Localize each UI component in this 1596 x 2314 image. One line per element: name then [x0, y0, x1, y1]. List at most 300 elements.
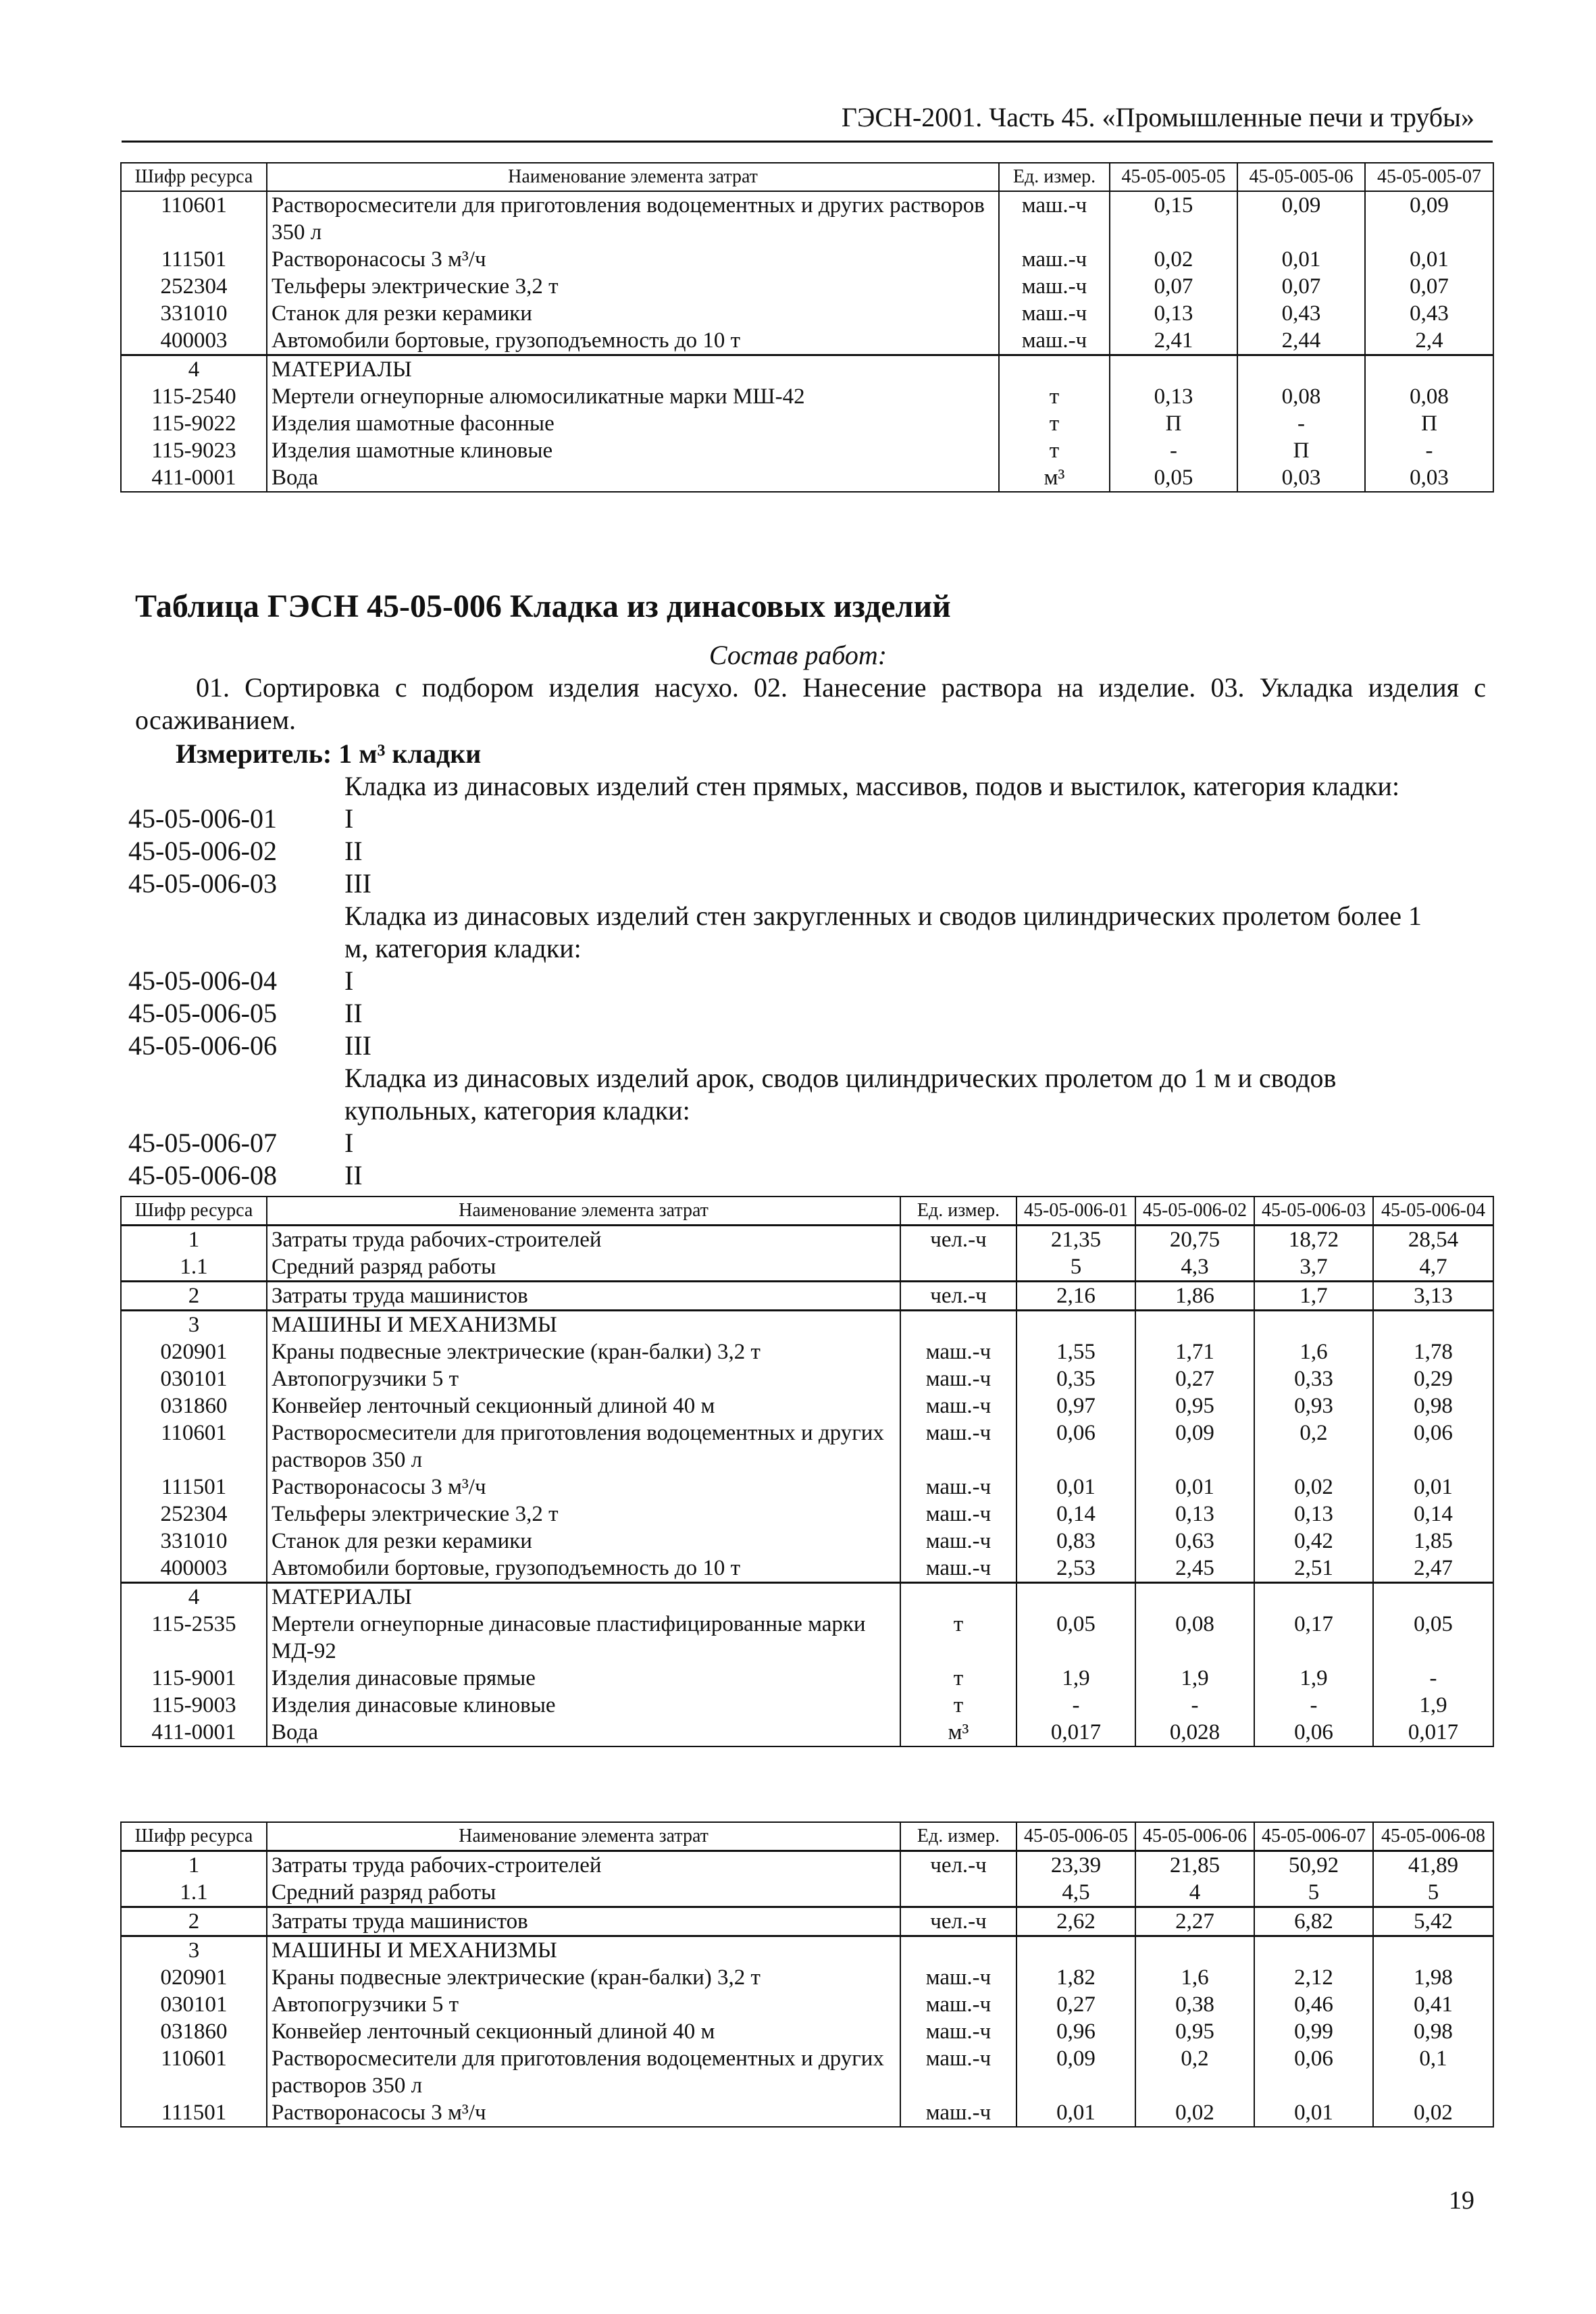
value-cell: [1110, 355, 1237, 384]
work-composition-label: Состав работ:: [709, 640, 887, 670]
resource-name: Растворосмесители для приготовления водоцементных и других растворов 350 л: [267, 2045, 900, 2099]
table-row: [121, 1611, 1493, 1665]
resource-code: 2: [121, 1907, 267, 1936]
col-code-header: Шифр ресурса: [121, 163, 267, 191]
value-cell: 4,3: [1135, 1253, 1254, 1282]
norm-code-line: [128, 997, 363, 1029]
value-cell: 0,08: [1135, 1611, 1254, 1665]
norm-code: 45-05-006-02: [128, 836, 277, 866]
resource-code: 115-9001: [121, 1665, 267, 1692]
value-cell: 1,9: [1254, 1665, 1373, 1692]
value-cell: П: [1237, 437, 1365, 464]
value-cell: 0,95: [1135, 1392, 1254, 1419]
resource-code: 031860: [121, 2018, 267, 2045]
table-row: [121, 1338, 1493, 1365]
value-cell: 0,02: [1373, 2099, 1493, 2127]
value-cell: 0,02: [1254, 1474, 1373, 1501]
table-row: [121, 1692, 1493, 1719]
value-cell: 0,08: [1237, 383, 1365, 410]
value-cell: 50,92: [1254, 1851, 1373, 1880]
resource-code: 411-0001: [121, 1719, 267, 1746]
table-row: [121, 273, 1493, 300]
resource-code: 331010: [121, 1528, 267, 1555]
norm-group-description: Кладка из динасовых изделий арок, сводов цилиндрических пролетом до 1 м и сводов купольных, категория кладки:: [344, 1063, 1337, 1126]
resource-code: 4: [121, 355, 267, 384]
unit-cell: маш.-ч: [900, 1991, 1016, 2018]
resource-name: Краны подвесные электрические (кран-балки) 3,2 т: [267, 1338, 900, 1365]
value-cell: 0,27: [1135, 1365, 1254, 1392]
norm-code-line: [128, 803, 353, 834]
resource-name: Тельферы электрические 3,2 т: [267, 1501, 900, 1528]
value-cell: 4: [1135, 1879, 1254, 1907]
table-row: [121, 1282, 1493, 1311]
value-cell: 1,7: [1254, 1282, 1373, 1311]
resource-code: 331010: [121, 300, 267, 327]
norm-group-description: Кладка из динасовых изделий стен закругленных и сводов цилиндрических пролетом более 1 м, категория кладки:: [344, 901, 1422, 963]
value-cell: 0,07: [1237, 273, 1365, 300]
value-cell: 0,01: [1365, 246, 1493, 273]
value-cell: 0,09: [1016, 2045, 1135, 2099]
resource-code: 1.1: [121, 1253, 267, 1282]
value-cell: 0,09: [1135, 1419, 1254, 1474]
norm-category: I: [344, 965, 354, 996]
table-row: [121, 1226, 1493, 1254]
unit-cell: [900, 1583, 1016, 1611]
value-cell: -: [1365, 437, 1493, 464]
resource-code: 2: [121, 1282, 267, 1311]
table-row: [121, 1964, 1493, 1991]
value-cell: 0,05: [1110, 464, 1237, 492]
value-cell: 0,13: [1254, 1501, 1373, 1528]
resource-name: Изделия шамотные клиновые: [267, 437, 999, 464]
value-cell: 1,82: [1016, 1964, 1135, 1991]
norm-code: 45-05-006-05: [128, 998, 277, 1028]
table-row: [121, 1419, 1493, 1474]
value-cell: -: [1254, 1692, 1373, 1719]
header-rule: [122, 141, 1493, 143]
table-row: [121, 1474, 1493, 1501]
value-cell: П: [1365, 410, 1493, 437]
value-cell: 0,2: [1254, 1419, 1373, 1474]
resource-code: 110601: [121, 1419, 267, 1474]
value-cell: 0,01: [1373, 1474, 1493, 1501]
value-cell: -: [1237, 410, 1365, 437]
table-row: [121, 1501, 1493, 1528]
resource-name: Растворонасосы 3 м³/ч: [267, 1474, 900, 1501]
norm-group-description: Кладка из динасовых изделий стен прямых, массивов, подов и выстилок, категория кладки:: [344, 771, 1400, 801]
table-row: [121, 1879, 1493, 1907]
value-cell: 0,03: [1237, 464, 1365, 492]
unit-cell: чел.-ч: [900, 1282, 1016, 1311]
value-cell: 0,13: [1110, 300, 1237, 327]
col-unit-header: Ед. измер.: [900, 1197, 1016, 1226]
value-cell: 0,98: [1373, 1392, 1493, 1419]
col-name-header: Наименование элемента затрат: [267, 1822, 900, 1851]
value-cell: 2,44: [1237, 327, 1365, 355]
resource-code: 111501: [121, 1474, 267, 1501]
value-cell: 0,98: [1373, 2018, 1493, 2045]
value-cell: 0,13: [1135, 1501, 1254, 1528]
value-cell: 0,93: [1254, 1392, 1373, 1419]
table-title: Таблица ГЭСН 45-05-006 Кладка из динасовых изделий: [135, 588, 951, 624]
value-cell: 1,55: [1016, 1338, 1135, 1365]
value-cell: 41,89: [1373, 1851, 1493, 1880]
unit-cell: чел.-ч: [900, 1226, 1016, 1254]
norm-code-header: 45-05-005-07: [1365, 163, 1493, 191]
value-cell: 0,13: [1110, 383, 1237, 410]
table-row: [121, 383, 1493, 410]
table-row: [121, 464, 1493, 492]
value-cell: 2,4: [1365, 327, 1493, 355]
value-cell: [1237, 355, 1365, 384]
value-cell: 1,9: [1135, 1665, 1254, 1692]
resource-name: Изделия шамотные фасонные: [267, 410, 999, 437]
value-cell: 1,71: [1135, 1338, 1254, 1365]
value-cell: 0,41: [1373, 1991, 1493, 2018]
value-cell: [1373, 1936, 1493, 1965]
value-cell: [1373, 1583, 1493, 1611]
resource-name: Растворосмесители для приготовления водоцементных и других растворов 350 л: [267, 191, 999, 246]
resource-name: Конвейер ленточный секционный длиной 40 м: [267, 1392, 900, 1419]
value-cell: 23,39: [1016, 1851, 1135, 1880]
value-cell: 5: [1254, 1879, 1373, 1907]
resource-name: Средний разряд работы: [267, 1253, 900, 1282]
resource-name: Вода: [267, 464, 999, 492]
resource-code: 111501: [121, 246, 267, 273]
unit-cell: [900, 1936, 1016, 1965]
value-cell: 0,43: [1237, 300, 1365, 327]
norm-code-header: 45-05-006-05: [1016, 1822, 1135, 1851]
norm-code: 45-05-006-03: [128, 868, 277, 899]
value-cell: -: [1135, 1692, 1254, 1719]
value-cell: 0,06: [1373, 1419, 1493, 1474]
table-row: [121, 1851, 1493, 1880]
value-cell: -: [1016, 1692, 1135, 1719]
unit-cell: чел.-ч: [900, 1851, 1016, 1880]
unit-cell: маш.-ч: [900, 1365, 1016, 1392]
value-cell: [1016, 1311, 1135, 1339]
value-cell: 0,2: [1135, 2045, 1254, 2099]
unit-cell: маш.-ч: [999, 246, 1110, 273]
value-cell: 0,017: [1373, 1719, 1493, 1746]
table-row: [121, 300, 1493, 327]
table-row: [121, 1991, 1493, 2018]
unit-cell: [900, 1253, 1016, 1282]
value-cell: 18,72: [1254, 1226, 1373, 1254]
value-cell: 1,9: [1373, 1692, 1493, 1719]
resource-name: Мертели огнеупорные динасовые пластифицированные марки МД-92: [267, 1611, 900, 1665]
resource-code: 020901: [121, 1338, 267, 1365]
value-cell: [1135, 1583, 1254, 1611]
resource-code: 110601: [121, 2045, 267, 2099]
resource-name: Затраты труда машинистов: [267, 1907, 900, 1936]
table-row: [121, 1936, 1493, 1965]
resource-code: 115-2535: [121, 1611, 267, 1665]
value-cell: 21,35: [1016, 1226, 1135, 1254]
norm-code-line: [128, 867, 371, 899]
value-cell: 0,01: [1237, 246, 1365, 273]
unit-cell: [900, 1311, 1016, 1339]
value-cell: 0,15: [1110, 191, 1237, 246]
value-cell: 2,12: [1254, 1964, 1373, 1991]
table-row: [121, 1719, 1493, 1746]
value-cell: 0,83: [1016, 1528, 1135, 1555]
value-cell: 0,95: [1135, 2018, 1254, 2045]
table-row: [121, 1907, 1493, 1936]
value-cell: 0,07: [1110, 273, 1237, 300]
value-cell: 0,017: [1016, 1719, 1135, 1746]
value-cell: 1,6: [1254, 1338, 1373, 1365]
norm-code-line: [128, 1159, 363, 1191]
resource-name: Затраты труда рабочих-строителей: [267, 1851, 900, 1880]
unit-cell: маш.-ч: [900, 1501, 1016, 1528]
unit-cell: маш.-ч: [900, 1474, 1016, 1501]
norm-code-line: [128, 1030, 371, 1061]
value-cell: 0,06: [1254, 1719, 1373, 1746]
resource-code: 411-0001: [121, 464, 267, 492]
value-cell: 20,75: [1135, 1226, 1254, 1254]
table-row: [121, 246, 1493, 273]
unit-cell: т: [900, 1692, 1016, 1719]
unit-cell: м³: [999, 464, 1110, 492]
running-header: ГЭСН-2001. Часть 45. «Промышленные печи и трубы»: [841, 102, 1474, 132]
value-cell: [1365, 355, 1493, 384]
value-cell: 2,16: [1016, 1282, 1135, 1311]
resource-code: 031860: [121, 1392, 267, 1419]
value-cell: П: [1110, 410, 1237, 437]
norm-code-header: 45-05-006-06: [1135, 1822, 1254, 1851]
value-cell: 0,08: [1365, 383, 1493, 410]
table-row: [121, 1665, 1493, 1692]
unit-cell: маш.-ч: [900, 1338, 1016, 1365]
value-cell: 5: [1016, 1253, 1135, 1282]
resource-name: Тельферы электрические 3,2 т: [267, 273, 999, 300]
value-cell: 0,27: [1016, 1991, 1135, 2018]
unit-cell: маш.-ч: [900, 1392, 1016, 1419]
value-cell: 4,7: [1373, 1253, 1493, 1282]
norm-category: II: [344, 998, 363, 1028]
resource-code: 1: [121, 1226, 267, 1254]
value-cell: 1,78: [1373, 1338, 1493, 1365]
norm-category: III: [344, 868, 371, 899]
value-cell: 0,01: [1254, 2099, 1373, 2127]
value-cell: 2,51: [1254, 1555, 1373, 1583]
norm-code: 45-05-006-06: [128, 1030, 277, 1061]
unit-cell: маш.-ч: [900, 1555, 1016, 1583]
value-cell: [1016, 1936, 1135, 1965]
norm-code-header: 45-05-006-03: [1254, 1197, 1373, 1226]
resource-code: 111501: [121, 2099, 267, 2127]
resource-code: 1: [121, 1851, 267, 1880]
table-row: [121, 1583, 1493, 1611]
norm-code-header: 45-05-006-04: [1373, 1197, 1493, 1226]
norm-category: II: [344, 1160, 363, 1190]
resource-name: Растворосмесители для приготовления водоцементных и других растворов 350 л: [267, 1419, 900, 1474]
resource-name: Автомобили бортовые, грузоподъемность до 10 т: [267, 1555, 900, 1583]
col-name-header: Наименование элемента затрат: [267, 1197, 900, 1226]
value-cell: 2,41: [1110, 327, 1237, 355]
resource-name: Средний разряд работы: [267, 1879, 900, 1907]
norm-code-header: 45-05-006-08: [1373, 1822, 1493, 1851]
value-cell: 0,33: [1254, 1365, 1373, 1392]
resource-name: Станок для резки керамики: [267, 1528, 900, 1555]
value-cell: [1135, 1311, 1254, 1339]
value-cell: 3,7: [1254, 1253, 1373, 1282]
value-cell: 0,38: [1135, 1991, 1254, 2018]
col-unit-header: Ед. измер.: [999, 163, 1110, 191]
col-code-header: Шифр ресурса: [121, 1822, 267, 1851]
resource-name: Изделия динасовые прямые: [267, 1665, 900, 1692]
unit-cell: м³: [900, 1719, 1016, 1746]
value-cell: 21,85: [1135, 1851, 1254, 1880]
value-cell: 0,03: [1365, 464, 1493, 492]
resource-code: 115-2540: [121, 383, 267, 410]
value-cell: [1254, 1311, 1373, 1339]
value-cell: 0,43: [1365, 300, 1493, 327]
resource-code: 030101: [121, 1991, 267, 2018]
value-cell: 0,01: [1016, 2099, 1135, 2127]
value-cell: 0,02: [1135, 2099, 1254, 2127]
resource-name: Растворонасосы 3 м³/ч: [267, 2099, 900, 2127]
norm-category: III: [344, 1030, 371, 1061]
value-cell: 0,02: [1110, 246, 1237, 273]
table-row: [121, 1253, 1493, 1282]
resource-code: 115-9022: [121, 410, 267, 437]
resource-code: 3: [121, 1311, 267, 1339]
value-cell: 2,62: [1016, 1907, 1135, 1936]
resource-code: 115-9003: [121, 1692, 267, 1719]
resource-code: 400003: [121, 327, 267, 355]
value-cell: 0,09: [1365, 191, 1493, 246]
resource-name: Вода: [267, 1719, 900, 1746]
resource-code: 020901: [121, 1964, 267, 1991]
value-cell: [1016, 1583, 1135, 1611]
norm-category: II: [344, 836, 363, 866]
resource-table-a: [120, 1196, 1494, 1747]
resource-name: Изделия динасовые клиновые: [267, 1692, 900, 1719]
resource-name: Станок для резки керамики: [267, 300, 999, 327]
unit-cell: т: [900, 1665, 1016, 1692]
unit-cell: маш.-ч: [900, 2045, 1016, 2099]
value-cell: 4,5: [1016, 1879, 1135, 1907]
value-cell: 0,35: [1016, 1365, 1135, 1392]
value-cell: 5: [1373, 1879, 1493, 1907]
resource-table-b: [120, 1821, 1494, 2128]
value-cell: 1,9: [1016, 1665, 1135, 1692]
value-cell: 3,13: [1373, 1282, 1493, 1311]
value-cell: 2,47: [1373, 1555, 1493, 1583]
value-cell: 28,54: [1373, 1226, 1493, 1254]
value-cell: 2,53: [1016, 1555, 1135, 1583]
resource-name: Затраты труда машинистов: [267, 1282, 900, 1311]
value-cell: 0,99: [1254, 2018, 1373, 2045]
unit-cell: маш.-ч: [900, 2018, 1016, 2045]
resource-code: 400003: [121, 1555, 267, 1583]
table-row: [121, 2018, 1493, 2045]
resource-name: МАТЕРИАЛЫ: [267, 355, 999, 384]
value-cell: 5,42: [1373, 1907, 1493, 1936]
value-cell: 0,46: [1254, 1991, 1373, 2018]
resource-name: Растворонасосы 3 м³/ч: [267, 246, 999, 273]
norm-code-line: [128, 835, 363, 867]
table-row: [121, 191, 1493, 246]
value-cell: 0,06: [1254, 2045, 1373, 2099]
unit-cell: маш.-ч: [900, 1419, 1016, 1474]
table-row: [121, 2099, 1493, 2127]
resource-name: Затраты труда рабочих-строителей: [267, 1226, 900, 1254]
value-cell: 1,98: [1373, 1964, 1493, 1991]
value-cell: 0,09: [1237, 191, 1365, 246]
value-cell: 0,63: [1135, 1528, 1254, 1555]
value-cell: [1373, 1311, 1493, 1339]
resource-name: Мертели огнеупорные алюмосиликатные марки МШ-42: [267, 383, 999, 410]
unit-cell: маш.-ч: [900, 1528, 1016, 1555]
value-cell: 0,1: [1373, 2045, 1493, 2099]
norm-code: 45-05-006-01: [128, 803, 277, 834]
resource-code: 115-9023: [121, 437, 267, 464]
measure-unit: Измеритель: 1 м³ кладки: [176, 738, 482, 769]
resource-name: Краны подвесные электрические (кран-балки) 3,2 т: [267, 1964, 900, 1991]
value-cell: 0,96: [1016, 2018, 1135, 2045]
norm-code: 45-05-006-04: [128, 965, 277, 996]
resource-code: 030101: [121, 1365, 267, 1392]
value-cell: 1,6: [1135, 1964, 1254, 1991]
value-cell: 0,42: [1254, 1528, 1373, 1555]
value-cell: 0,01: [1135, 1474, 1254, 1501]
resource-name: МАШИНЫ И МЕХАНИЗМЫ: [267, 1311, 900, 1339]
table-row: [121, 327, 1493, 355]
value-cell: 0,05: [1016, 1611, 1135, 1665]
unit-cell: маш.-ч: [900, 2099, 1016, 2127]
norm-category: I: [344, 1128, 354, 1158]
table-row: [121, 355, 1493, 384]
norm-code: 45-05-006-08: [128, 1160, 277, 1190]
value-cell: 0,06: [1016, 1419, 1135, 1474]
unit-cell: т: [999, 410, 1110, 437]
unit-cell: т: [999, 383, 1110, 410]
value-cell: 1,86: [1135, 1282, 1254, 1311]
col-unit-header: Ед. измер.: [900, 1822, 1016, 1851]
table-row: [121, 1365, 1493, 1392]
resource-name: МАШИНЫ И МЕХАНИЗМЫ: [267, 1936, 900, 1965]
unit-cell: [999, 355, 1110, 384]
resource-name: Автопогрузчики 5 т: [267, 1991, 900, 2018]
col-code-header: Шифр ресурса: [121, 1197, 267, 1226]
unit-cell: маш.-ч: [999, 191, 1110, 246]
resource-code: 252304: [121, 1501, 267, 1528]
unit-cell: маш.-ч: [999, 300, 1110, 327]
unit-cell: [900, 1879, 1016, 1907]
unit-cell: маш.-ч: [999, 273, 1110, 300]
value-cell: 0,028: [1135, 1719, 1254, 1746]
resource-code: 252304: [121, 273, 267, 300]
table-row: [121, 410, 1493, 437]
norm-code-line: [128, 965, 353, 997]
value-cell: 0,14: [1016, 1501, 1135, 1528]
unit-cell: т: [900, 1611, 1016, 1665]
value-cell: -: [1373, 1665, 1493, 1692]
unit-cell: маш.-ч: [999, 327, 1110, 355]
resource-name: Конвейер ленточный секционный длиной 40 м: [267, 2018, 900, 2045]
col-name-header: Наименование элемента затрат: [267, 163, 999, 191]
resource-name: МАТЕРИАЛЫ: [267, 1583, 900, 1611]
norm-category: I: [344, 803, 354, 834]
resource-code: 3: [121, 1936, 267, 1965]
value-cell: 0,05: [1373, 1611, 1493, 1665]
table-row: [121, 437, 1493, 464]
page-number: 19: [1449, 2186, 1474, 2215]
norm-code-header: 45-05-005-06: [1237, 163, 1365, 191]
